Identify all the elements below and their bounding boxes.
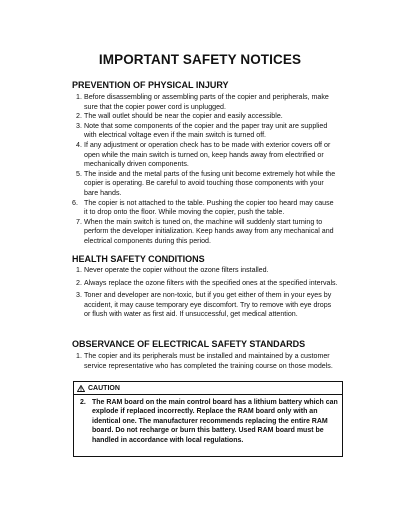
- section-heading-physical-injury: PREVENTION OF PHYSICAL INJURY: [72, 80, 229, 90]
- list-item: [76, 352, 338, 371]
- item-number: 6.: [72, 198, 78, 207]
- list-item: [76, 266, 338, 276]
- caution-header: [74, 382, 342, 395]
- item-text: The inside and the metal parts of the fusing unit become extremely hot while the copier is operating. Be careful to avoid touching those components with your bare hands.: [84, 169, 336, 197]
- item-number: 1.: [76, 352, 82, 360]
- item-text: Never operate the copier without the ozone filters installed.: [84, 266, 269, 274]
- item-number: 1.: [76, 93, 82, 101]
- list-item: [76, 279, 338, 289]
- list-item: [76, 170, 338, 199]
- item-number: 7.: [76, 217, 82, 226]
- list-item: [76, 93, 338, 112]
- list-item: [76, 122, 338, 141]
- item-text: Note that some components of the copier and the paper tray unit are supplied with electrical voltage even if the main switch is turned off.: [84, 121, 328, 140]
- caution-number: 2.: [80, 399, 86, 406]
- list-item: [76, 141, 338, 170]
- item-number: 3.: [76, 121, 82, 130]
- caution-label: CAUTION: [88, 384, 120, 392]
- list-item: [76, 291, 338, 320]
- item-text: Always replace the ozone filters with the specified ones at the specified intervals.: [84, 278, 338, 287]
- item-text: If any adjustment or operation check has to be made with exterior covers off or open while the main switch is turned on, keep hands away from electrified or mechanically driven components.: [84, 140, 331, 169]
- health-safety-list: [76, 266, 338, 320]
- item-text: The wall outlet should be near the copier and easily accessible.: [84, 112, 283, 121]
- warning-triangle-icon: [77, 385, 85, 392]
- section-heading-health-safety: HEALTH SAFETY CONDITIONS: [72, 254, 205, 264]
- physical-injury-list: [72, 93, 338, 247]
- item-text: The copier and its peripherals must be installed and maintained by a customer service representative who has completed the training course on those models.: [84, 352, 333, 370]
- caution-box: [73, 381, 343, 457]
- item-text: Toner and developer are non-toxic, but if you get either of them in your eyes by accident, it may cause temporary eye discomfort. Try to remove with eye drops or flush with water as first aid. If unsuccessful, get medical attention.: [84, 291, 332, 319]
- item-number: 4.: [76, 140, 82, 149]
- item-text: The copier is not attached to the table. Pushing the copier too heard may cause it to drop onto the floor. While moving the copier, push the table.: [84, 198, 334, 217]
- item-text: Before disassembling or assembling parts of the copier and peripherals, make sure that the copier power cord is unplugged.: [84, 93, 329, 111]
- page-title: IMPORTANT SAFETY NOTICES: [98, 52, 302, 67]
- section-heading-electrical-safety: OBSERVANCE OF ELECTRICAL SAFETY STANDARDS: [72, 339, 306, 349]
- caution-body: [74, 395, 342, 445]
- item-number: 1.: [76, 266, 82, 274]
- item-text: When the main switch is tuned on, the machine will suddenly start turning to perform the developer initialization. Keep hands away from any mechanical and electrical components during this period.: [84, 217, 334, 245]
- caution-text: The RAM board on the main control board has a lithium battery which can explode if replaced incorrectly. Replace the RAM board only with an identical one. The manufacturer recommends replacing the entire RAM board. Do not recharge or burn this battery. Used RAM board must be handled in accordance with local regulations.: [92, 399, 338, 444]
- item-number: 3.: [76, 291, 82, 300]
- item-number: 2.: [76, 278, 82, 287]
- list-item: [72, 199, 338, 218]
- item-number: 5.: [76, 169, 82, 178]
- item-number: 2.: [76, 112, 82, 121]
- list-item: [76, 112, 338, 122]
- electrical-safety-list: [76, 352, 338, 371]
- list-item: [76, 218, 338, 247]
